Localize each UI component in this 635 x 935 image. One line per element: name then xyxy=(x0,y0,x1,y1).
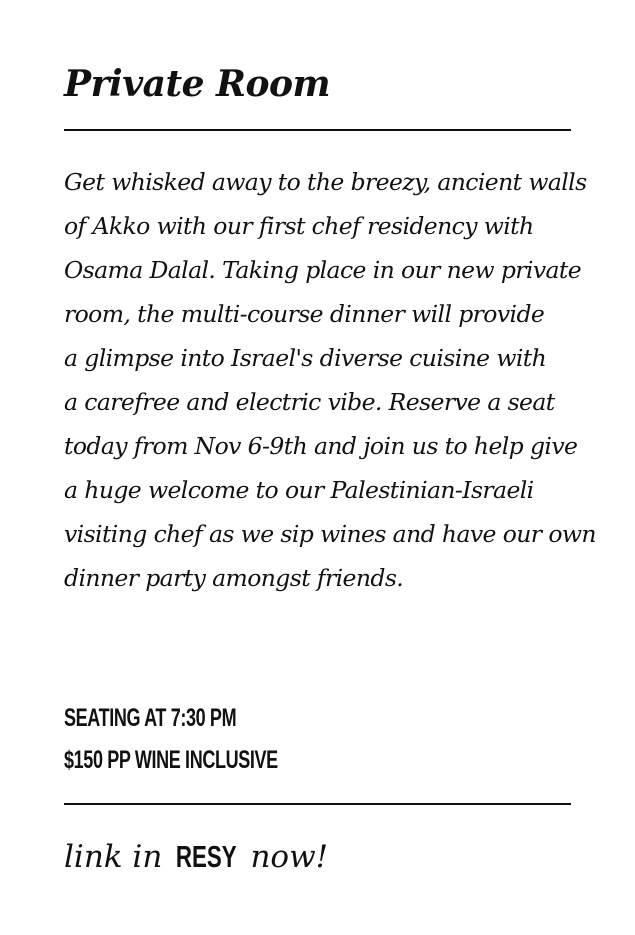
description-line: dinner party amongst friends. xyxy=(64,564,404,592)
description-line: Get whisked away to the breezy, ancient walls xyxy=(64,168,587,196)
call-to-action xyxy=(64,835,328,879)
page-title: Private Room xyxy=(64,63,331,105)
resy-link[interactable]: RESY xyxy=(176,839,237,874)
seating-time-text: SEATING AT 7:30 PM xyxy=(64,704,237,732)
event-details xyxy=(64,700,361,784)
description xyxy=(64,160,596,600)
description-line: today from Nov 6-9th and join us to help give xyxy=(64,432,578,460)
cta-suffix: now! xyxy=(250,839,329,875)
description-line: room, the multi-course dinner will provide xyxy=(64,300,545,328)
seating-time xyxy=(64,700,361,742)
description-line: Osama Dalal. Taking place in our new private xyxy=(64,256,582,284)
top-divider xyxy=(64,129,571,131)
description-line: of Akko with our first chef residency with xyxy=(64,212,534,240)
price-info xyxy=(64,742,361,784)
cta-prefix: link in xyxy=(64,839,163,875)
bottom-divider xyxy=(64,803,571,805)
description-line: visiting chef as we sip wines and have our own xyxy=(64,520,596,548)
description-line: a glimpse into Israel's diverse cuisine with xyxy=(64,344,547,372)
description-line: a huge welcome to our Palestinian-Israeli xyxy=(64,476,534,504)
description-line: a carefree and electric vibe. Reserve a seat xyxy=(64,388,555,416)
price-info-text: $150 PP WINE INCLUSIVE xyxy=(64,746,278,774)
